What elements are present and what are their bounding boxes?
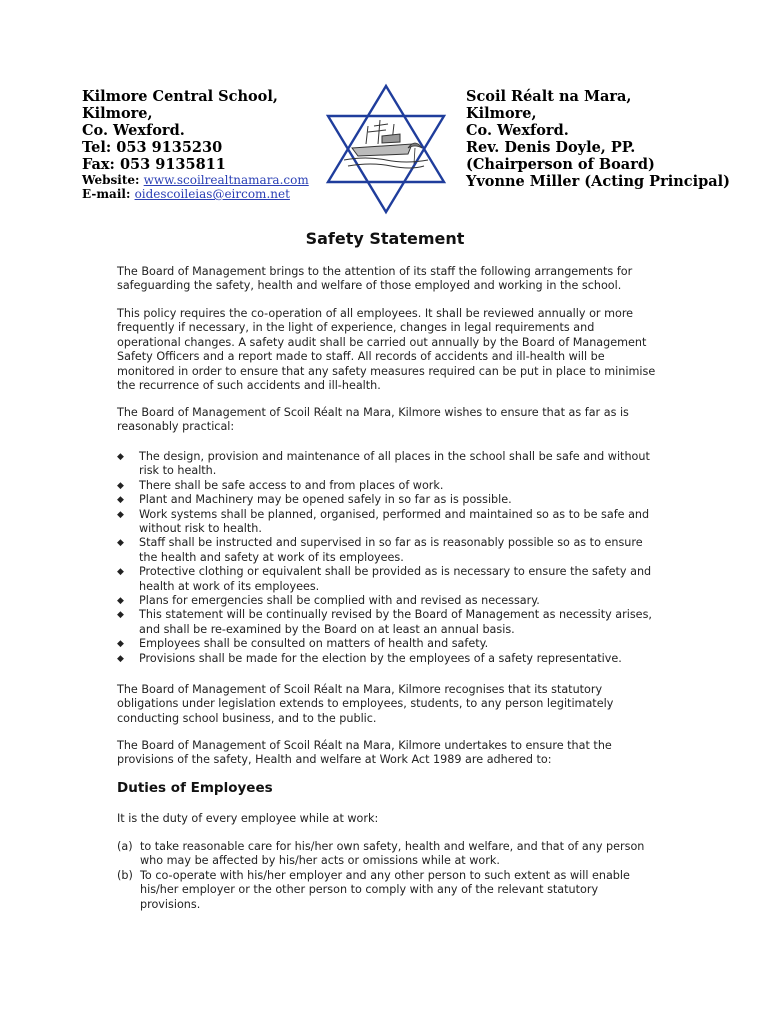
school-logo	[316, 82, 456, 216]
letterhead-left	[82, 88, 342, 201]
diamond-bullet-icon: ◆	[117, 452, 124, 462]
email-line	[82, 187, 342, 201]
diamond-bullet-icon: ◆	[117, 495, 124, 506]
diamond-bullet-icon: ◆	[117, 653, 124, 664]
list-item: ◆ Protective clothing or equivalent shall be provided as is necessary to ensure the safety and health at work of its employees.	[117, 565, 652, 593]
list-item: ◆ There shall be safe access to and from places of work.	[117, 478, 444, 492]
letterhead-line: Rev. Denis Doyle, PP.	[466, 139, 636, 156]
list-item: ◆ Plant and Machinery may be opened safely in so far as is possible.	[117, 493, 512, 507]
letterhead-line: Kilmore,	[82, 105, 153, 122]
letterhead-line: Kilmore Central School,	[82, 88, 278, 105]
letterhead-line: Yvonne Miller (Acting Principal)	[466, 173, 731, 190]
page-title: Safety Statement	[305, 229, 465, 248]
safety-bullet-list	[117, 450, 657, 666]
diamond-bullet-icon: ◆	[117, 610, 124, 621]
paragraph-wishes: The Board of Management of Scoil Réalt na Mara, Kilmore wishes to ensure that as far as is reasonably practical:	[117, 406, 629, 434]
paragraph-undertakes: The Board of Management of Scoil Réalt na Mara, Kilmore undertakes to ensure that the provisions of the safety, Health and welfare at Work Act 1989 are adhered to:	[117, 739, 612, 767]
letterhead-right	[466, 88, 746, 190]
list-marker: (b)	[117, 868, 133, 882]
list-item: ◆ Work systems shall be planned, organised, performed and maintained so as to be safe and without risk to health.	[117, 507, 650, 536]
diamond-bullet-icon: ◆	[117, 509, 124, 520]
list-item: ◆ Provisions shall be made for the election by the employees of a safety representative.	[117, 651, 622, 665]
list-item: ◆ This statement will be continually revised by the Board of Management as necessity arises, and shall be re-examined by the Board on at least an annual basis.	[117, 608, 652, 636]
list-marker: (a)	[117, 840, 133, 853]
list-item: (a) to take reasonable care for his/her own safety, health and welfare, and that of any person who may be affected by his/her acts or omissions while at work.	[117, 840, 645, 868]
letterhead-line: Tel: 053 9135230	[82, 139, 223, 156]
letterhead-line: Kilmore,	[466, 105, 537, 122]
diamond-bullet-icon: ◆	[117, 538, 124, 549]
paragraph-policy: This policy requires the co-operation of all employees. It shall be reviewed annually or more frequently if necessary, in the light of experience, changes in legal requirements and operational changes. A safety audit shall be carried out annually by the Board of Management Safety Officers and a report made to staff. All records of accidents and ill-health will be monitored in order to ensure that any safety measures required can be put in place to minimise the recurrence of such accidents and ill-health.	[117, 307, 656, 393]
list-item: ◆ Employees shall be consulted on matters of health and safety.	[117, 637, 489, 651]
diamond-bullet-icon: ◆	[117, 596, 124, 607]
paragraph-intro: The Board of Management brings to the attention of its staff the following arrangements for safeguarding the safety, health and welfare of those employed and working in the school.	[117, 265, 633, 293]
paragraph-duty-intro: It is the duty of every employee while at work:	[117, 812, 379, 825]
paragraph-obligations: The Board of Management of Scoil Réalt na Mara, Kilmore recognises that its statutory obligations under legislation extends to employees, students, to any person legitimately conducting school business, and to the public.	[117, 683, 614, 725]
section-heading-duties: Duties of Employees	[117, 780, 273, 796]
list-item: ◆ Plans for emergencies shall be complied with and revised as necessary.	[117, 594, 540, 608]
letterhead-line: Co. Wexford.	[82, 122, 185, 139]
diamond-bullet-icon: ◆	[117, 567, 124, 578]
diamond-bullet-icon: ◆	[117, 639, 124, 650]
email-label: E-mail:	[82, 187, 131, 201]
letterhead-line: Scoil Réalt na Mara,	[466, 88, 632, 105]
email-link[interactable]: oidescoileias@eircom.net	[134, 187, 290, 201]
letterhead-line: Co. Wexford.	[466, 122, 569, 139]
list-item: (b) To co-operate with his/her employer and any other person to such extent as will enable his/her employer or the other person to comply with any of the relevant statutory provisions.	[117, 868, 630, 911]
letterhead-line: Fax: 053 9135811	[82, 156, 226, 173]
list-item: ◆ The design, provision and maintenance of all places in the school shall be safe and without risk to health.	[117, 450, 650, 478]
website-link[interactable]: www.scoilrealtnamara.com	[143, 173, 309, 187]
website-line	[82, 173, 342, 187]
diamond-bullet-icon: ◆	[117, 480, 124, 491]
website-label: Website:	[82, 173, 140, 187]
letterhead-line: (Chairperson of Board)	[466, 156, 655, 173]
list-item: ◆ Staff shall be instructed and supervised in so far as is reasonably possible so as to ensure the health and safety at work of its employees.	[117, 536, 643, 564]
duties-list	[117, 840, 657, 912]
